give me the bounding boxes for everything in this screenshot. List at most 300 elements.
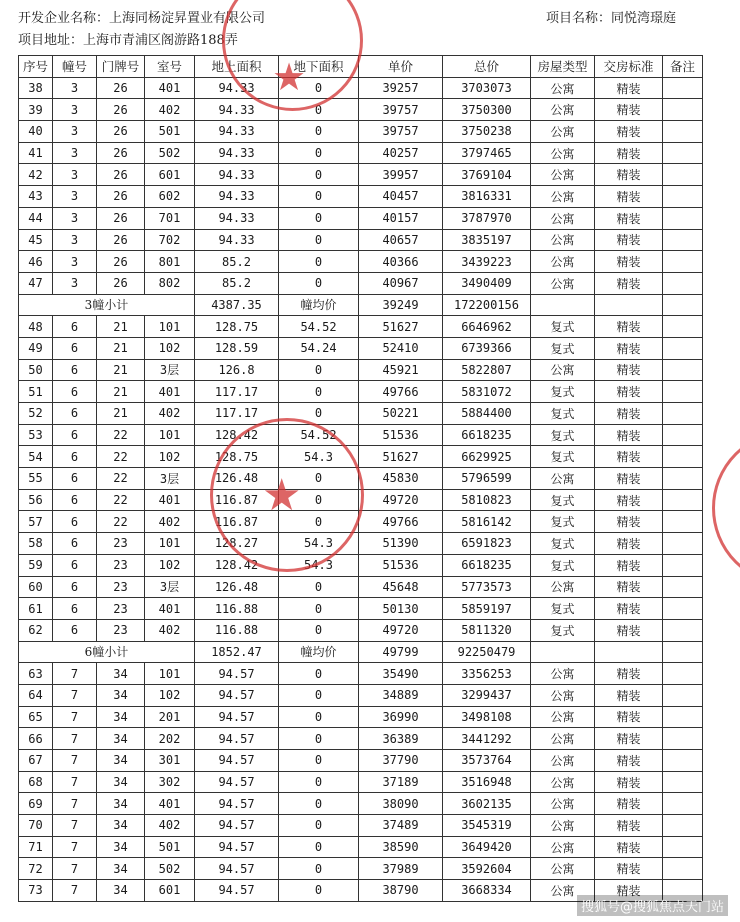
table-cell: 401 <box>145 381 195 403</box>
table-cell: 38590 <box>359 836 443 858</box>
table-cell: 6 <box>53 598 97 620</box>
table-cell <box>663 207 703 229</box>
table-cell: 复式 <box>531 619 595 641</box>
table-cell: 6 <box>53 316 97 338</box>
table-row <box>19 272 703 294</box>
subtotal-total: 172200156 <box>443 294 531 316</box>
table-row <box>19 511 703 533</box>
project-address: 项目地址：上海市青浦区阁游路188弄 <box>18 33 238 48</box>
table-cell: 3 <box>53 164 97 186</box>
table-cell: 128.42 <box>195 554 279 576</box>
table-cell: 0 <box>279 598 359 620</box>
table-cell: 0 <box>279 468 359 490</box>
table-cell: 5773573 <box>443 576 531 598</box>
table-cell: 23 <box>97 576 145 598</box>
table-cell: 34 <box>97 858 145 880</box>
table-cell: 5796599 <box>443 468 531 490</box>
table-row <box>19 706 703 728</box>
table-cell: 0 <box>279 186 359 208</box>
table-cell: 94.33 <box>195 164 279 186</box>
table-cell <box>663 403 703 425</box>
table-cell: 51390 <box>359 533 443 555</box>
table-cell: 48 <box>19 316 53 338</box>
table-cell: 53 <box>19 424 53 446</box>
table-cell: 3 <box>53 142 97 164</box>
header-row <box>19 56 703 78</box>
table-cell: 精装 <box>595 663 663 685</box>
table-cell: 3299437 <box>443 684 531 706</box>
table-cell: 49 <box>19 337 53 359</box>
table-cell: 0 <box>279 793 359 815</box>
table-cell: 26 <box>97 207 145 229</box>
table-cell: 34 <box>97 793 145 815</box>
table-cell: 0 <box>279 880 359 902</box>
table-cell: 0 <box>279 359 359 381</box>
table-cell: 94.33 <box>195 142 279 164</box>
project-name: 项目名称：同悦湾璟庭 <box>545 11 676 26</box>
table-cell: 26 <box>97 186 145 208</box>
table-cell: 39 <box>19 99 53 121</box>
table-cell: 126.48 <box>195 576 279 598</box>
table-cell: 3649420 <box>443 836 531 858</box>
table-cell: 6 <box>53 533 97 555</box>
table-cell: 34 <box>97 880 145 902</box>
table-cell <box>663 511 703 533</box>
table-cell <box>663 121 703 143</box>
table-cell: 3 <box>53 229 97 251</box>
table-cell: 公寓 <box>531 99 595 121</box>
table-cell <box>663 446 703 468</box>
seal-star-icon: ★ <box>262 470 302 521</box>
table-cell: 公寓 <box>531 684 595 706</box>
table-cell: 22 <box>97 489 145 511</box>
table-cell: 502 <box>145 142 195 164</box>
table-cell: 101 <box>145 424 195 446</box>
table-cell: 精装 <box>595 489 663 511</box>
table-cell: 公寓 <box>531 793 595 815</box>
table-cell <box>663 815 703 837</box>
table-cell: 3545319 <box>443 815 531 837</box>
table-cell: 公寓 <box>531 164 595 186</box>
table-row <box>19 251 703 273</box>
table-cell: 54.52 <box>279 316 359 338</box>
document-header <box>18 8 718 52</box>
table-cell: 126.48 <box>195 468 279 490</box>
table-cell: 22 <box>97 468 145 490</box>
table-cell: 21 <box>97 403 145 425</box>
table-cell: 公寓 <box>531 836 595 858</box>
column-header: 幢号 <box>53 56 97 78</box>
table-cell: 公寓 <box>531 663 595 685</box>
table-cell: 26 <box>97 99 145 121</box>
table-cell: 精装 <box>595 229 663 251</box>
table-cell: 67 <box>19 750 53 772</box>
table-cell: 公寓 <box>531 359 595 381</box>
table-row <box>19 684 703 706</box>
table-row <box>19 468 703 490</box>
table-cell: 402 <box>145 815 195 837</box>
table-cell: 3层 <box>145 359 195 381</box>
table-cell <box>531 294 595 316</box>
table-cell: 101 <box>145 316 195 338</box>
table-cell: 3750238 <box>443 121 531 143</box>
table-cell: 51536 <box>359 424 443 446</box>
table-cell: 精装 <box>595 359 663 381</box>
table-cell <box>663 554 703 576</box>
table-cell: 5859197 <box>443 598 531 620</box>
table-cell: 94.33 <box>195 99 279 121</box>
table-cell: 精装 <box>595 771 663 793</box>
table-cell: 7 <box>53 684 97 706</box>
table-cell <box>663 381 703 403</box>
table-row <box>19 229 703 251</box>
table-cell: 21 <box>97 337 145 359</box>
table-cell: 128.42 <box>195 424 279 446</box>
table-cell: 26 <box>97 229 145 251</box>
table-cell: 35490 <box>359 663 443 685</box>
table-cell: 6 <box>53 511 97 533</box>
table-cell: 69 <box>19 793 53 815</box>
table-cell: 6 <box>53 337 97 359</box>
table-cell: 51 <box>19 381 53 403</box>
table-cell: 401 <box>145 793 195 815</box>
table-cell: 公寓 <box>531 880 595 902</box>
table-cell: 7 <box>53 728 97 750</box>
table-cell: 公寓 <box>531 272 595 294</box>
table-cell <box>663 229 703 251</box>
table-cell: 56 <box>19 489 53 511</box>
table-cell: 26 <box>97 142 145 164</box>
table-cell: 精装 <box>595 554 663 576</box>
table-cell: 精装 <box>595 446 663 468</box>
table-cell: 49720 <box>359 619 443 641</box>
table-cell: 0 <box>279 251 359 273</box>
table-cell: 0 <box>279 272 359 294</box>
table-cell: 0 <box>279 836 359 858</box>
table-cell: 301 <box>145 750 195 772</box>
table-row <box>19 403 703 425</box>
table-cell: 54.3 <box>279 533 359 555</box>
column-header: 总价 <box>443 56 531 78</box>
table-row <box>19 836 703 858</box>
table-cell: 公寓 <box>531 229 595 251</box>
table-cell: 94.57 <box>195 728 279 750</box>
table-cell: 0 <box>279 164 359 186</box>
table-cell: 802 <box>145 272 195 294</box>
table-cell <box>663 641 703 663</box>
subtotal-total: 92250479 <box>443 641 531 663</box>
table-cell: 6 <box>53 403 97 425</box>
table-cell: 精装 <box>595 381 663 403</box>
table-cell: 6 <box>53 489 97 511</box>
table-row <box>19 619 703 641</box>
table-cell: 126.8 <box>195 359 279 381</box>
table-cell: 精装 <box>595 619 663 641</box>
table-cell: 精装 <box>595 836 663 858</box>
table-cell: 6 <box>53 468 97 490</box>
table-cell: 精装 <box>595 706 663 728</box>
table-cell: 5811320 <box>443 619 531 641</box>
table-cell: 401 <box>145 77 195 99</box>
table-cell <box>663 251 703 273</box>
table-cell: 71 <box>19 836 53 858</box>
table-cell: 116.87 <box>195 511 279 533</box>
table-cell: 0 <box>279 77 359 99</box>
table-cell: 3 <box>53 77 97 99</box>
table-cell: 3769104 <box>443 164 531 186</box>
table-cell: 58 <box>19 533 53 555</box>
table-cell: 94.57 <box>195 706 279 728</box>
table-row <box>19 858 703 880</box>
table-cell: 3602135 <box>443 793 531 815</box>
table-cell: 102 <box>145 337 195 359</box>
table-cell <box>663 99 703 121</box>
table-cell: 116.87 <box>195 489 279 511</box>
table-cell: 23 <box>97 554 145 576</box>
subtotal-price: 39249 <box>359 294 443 316</box>
table-cell: 22 <box>97 511 145 533</box>
table-cell <box>663 793 703 815</box>
table-cell: 51627 <box>359 446 443 468</box>
column-header: 备注 <box>663 56 703 78</box>
table-cell: 34 <box>97 771 145 793</box>
table-cell: 精装 <box>595 337 663 359</box>
table-cell: 94.57 <box>195 750 279 772</box>
table-cell: 26 <box>97 77 145 99</box>
table-cell: 60 <box>19 576 53 598</box>
table-row <box>19 207 703 229</box>
table-cell: 精装 <box>595 186 663 208</box>
table-cell <box>595 641 663 663</box>
table-cell: 3797465 <box>443 142 531 164</box>
table-cell: 40457 <box>359 186 443 208</box>
table-row <box>19 728 703 750</box>
table-cell: 49766 <box>359 511 443 533</box>
table-cell <box>663 836 703 858</box>
table-cell: 0 <box>279 750 359 772</box>
table-cell: 34 <box>97 836 145 858</box>
subtotal-area: 4387.35 <box>195 294 279 316</box>
table-cell: 54.3 <box>279 446 359 468</box>
table-cell: 精装 <box>595 576 663 598</box>
table-row <box>19 99 703 121</box>
table-cell: 45 <box>19 229 53 251</box>
table-cell: 精装 <box>595 142 663 164</box>
table-cell: 复式 <box>531 511 595 533</box>
table-row <box>19 576 703 598</box>
table-cell <box>531 641 595 663</box>
table-cell <box>663 186 703 208</box>
table-cell: 复式 <box>531 424 595 446</box>
table-cell <box>663 619 703 641</box>
table-cell: 公寓 <box>531 728 595 750</box>
table-cell: 37790 <box>359 750 443 772</box>
table-cell: 94.57 <box>195 815 279 837</box>
table-cell: 85.2 <box>195 251 279 273</box>
table-cell: 3 <box>53 272 97 294</box>
table-cell: 94.57 <box>195 771 279 793</box>
table-cell: 5822807 <box>443 359 531 381</box>
table-cell: 复式 <box>531 381 595 403</box>
table-cell <box>663 750 703 772</box>
table-cell: 50 <box>19 359 53 381</box>
header-row-2 <box>18 30 718 52</box>
table-cell: 复式 <box>531 337 595 359</box>
company-seal-right-edge <box>712 430 740 586</box>
table-row <box>19 337 703 359</box>
table-cell: 3 <box>53 251 97 273</box>
table-cell: 94.33 <box>195 77 279 99</box>
table-cell: 26 <box>97 272 145 294</box>
table-cell: 38 <box>19 77 53 99</box>
table-cell: 0 <box>279 381 359 403</box>
watermark: 搜狐号@搜狐焦点天门站 <box>577 895 728 916</box>
table-cell: 6739366 <box>443 337 531 359</box>
table-cell: 21 <box>97 316 145 338</box>
table-cell: 34 <box>97 663 145 685</box>
table-cell: 3835197 <box>443 229 531 251</box>
table-cell: 3592604 <box>443 858 531 880</box>
table-cell: 34 <box>97 728 145 750</box>
table-cell: 68 <box>19 771 53 793</box>
table-cell: 55 <box>19 468 53 490</box>
table-cell: 59 <box>19 554 53 576</box>
table-cell: 公寓 <box>531 576 595 598</box>
table-cell: 精装 <box>595 207 663 229</box>
table-cell: 22 <box>97 446 145 468</box>
table-cell: 34 <box>97 684 145 706</box>
table-cell: 6629925 <box>443 446 531 468</box>
table-cell: 37989 <box>359 858 443 880</box>
table-cell: 精装 <box>595 316 663 338</box>
table-cell: 22 <box>97 424 145 446</box>
table-row <box>19 663 703 685</box>
table-cell: 39257 <box>359 77 443 99</box>
table-cell: 精装 <box>595 815 663 837</box>
table-cell: 0 <box>279 142 359 164</box>
table-cell: 40 <box>19 121 53 143</box>
table-cell <box>663 272 703 294</box>
table-cell: 40366 <box>359 251 443 273</box>
table-row <box>19 186 703 208</box>
table-cell <box>595 294 663 316</box>
table-cell: 0 <box>279 207 359 229</box>
table-cell <box>663 489 703 511</box>
table-cell: 公寓 <box>531 771 595 793</box>
table-cell: 45648 <box>359 576 443 598</box>
table-cell: 3441292 <box>443 728 531 750</box>
column-header: 单价 <box>359 56 443 78</box>
table-cell: 公寓 <box>531 77 595 99</box>
table-row <box>19 359 703 381</box>
table-cell: 40157 <box>359 207 443 229</box>
table-cell: 401 <box>145 489 195 511</box>
table-cell: 72 <box>19 858 53 880</box>
table-cell: 3703073 <box>443 77 531 99</box>
table-cell: 0 <box>279 728 359 750</box>
table-cell: 21 <box>97 381 145 403</box>
table-cell: 3439223 <box>443 251 531 273</box>
table-cell: 6 <box>53 554 97 576</box>
table-row <box>19 554 703 576</box>
column-header: 门牌号 <box>97 56 145 78</box>
table-cell: 公寓 <box>531 251 595 273</box>
table-cell: 复式 <box>531 554 595 576</box>
table-cell: 23 <box>97 533 145 555</box>
table-cell: 精装 <box>595 684 663 706</box>
table-cell: 64 <box>19 684 53 706</box>
table-cell: 41 <box>19 142 53 164</box>
table-cell: 7 <box>53 771 97 793</box>
table-cell: 26 <box>97 251 145 273</box>
table-cell: 0 <box>279 489 359 511</box>
table-cell: 公寓 <box>531 186 595 208</box>
table-cell: 精装 <box>595 99 663 121</box>
table-cell: 26 <box>97 164 145 186</box>
table-cell: 7 <box>53 793 97 815</box>
table-cell: 202 <box>145 728 195 750</box>
table-cell: 44 <box>19 207 53 229</box>
subtotal-label: 幢均价 <box>279 641 359 663</box>
table-cell: 公寓 <box>531 121 595 143</box>
table-cell: 116.88 <box>195 619 279 641</box>
table-cell: 702 <box>145 229 195 251</box>
table-cell <box>663 684 703 706</box>
table-cell: 94.57 <box>195 684 279 706</box>
table-cell: 94.57 <box>195 858 279 880</box>
table-cell: 102 <box>145 554 195 576</box>
table-cell: 402 <box>145 99 195 121</box>
table-cell: 0 <box>279 99 359 121</box>
table-cell: 3750300 <box>443 99 531 121</box>
table-cell: 501 <box>145 121 195 143</box>
table-cell: 70 <box>19 815 53 837</box>
table-cell: 117.17 <box>195 403 279 425</box>
subtotal-row <box>19 294 703 316</box>
table-cell: 63 <box>19 663 53 685</box>
table-cell: 38090 <box>359 793 443 815</box>
table-cell: 公寓 <box>531 207 595 229</box>
table-cell: 精装 <box>595 403 663 425</box>
table-cell: 6 <box>53 359 97 381</box>
table-cell: 94.57 <box>195 836 279 858</box>
table-cell: 54 <box>19 446 53 468</box>
table-cell: 0 <box>279 663 359 685</box>
table-cell: 51536 <box>359 554 443 576</box>
table-cell: 102 <box>145 446 195 468</box>
table-cell: 6618235 <box>443 554 531 576</box>
table-header <box>19 56 703 78</box>
table-cell: 34 <box>97 750 145 772</box>
table-cell: 6591823 <box>443 533 531 555</box>
table-row <box>19 598 703 620</box>
table-cell: 复式 <box>531 533 595 555</box>
table-cell: 7 <box>53 836 97 858</box>
table-cell: 复式 <box>531 489 595 511</box>
table-cell: 精装 <box>595 424 663 446</box>
table-cell: 精装 <box>595 728 663 750</box>
subtotal-subtotal: 6幢小计 <box>19 641 195 663</box>
table-row <box>19 793 703 815</box>
table-cell: 501 <box>145 836 195 858</box>
table-cell: 0 <box>279 576 359 598</box>
table-cell: 102 <box>145 684 195 706</box>
table-cell: 94.57 <box>195 880 279 902</box>
table-cell <box>663 164 703 186</box>
table-cell: 94.33 <box>195 121 279 143</box>
header-row-1 <box>18 8 718 30</box>
table-row <box>19 771 703 793</box>
